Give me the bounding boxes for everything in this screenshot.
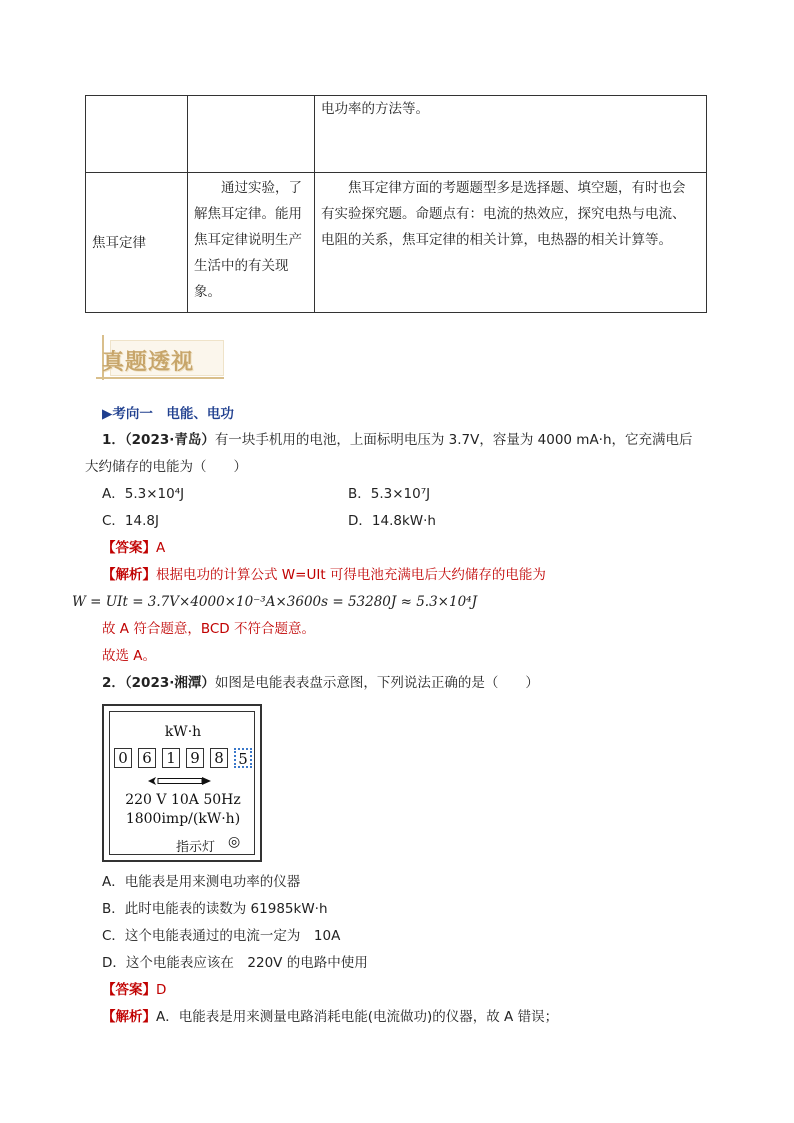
requirements-table [85, 95, 707, 313]
option-c: C．这个电能表通过的电流一定为 10A [102, 928, 341, 944]
cell-line: 有实验探究题。命题点有：电流的热效应，探究电热与电流、 [321, 206, 686, 222]
cell-line: 生活中的有关现 [194, 258, 289, 274]
option-d: D．这个电能表应该在 220V 的电路中使用 [102, 955, 368, 971]
meter-digit: 0 [114, 748, 132, 768]
table-row [86, 96, 707, 173]
answer-label: 【答案】 [102, 982, 156, 998]
section-title: 真题透视 [102, 349, 195, 375]
direction-heading: ▶考向一 电能、电功 [102, 406, 234, 422]
question-text: 如图是电能表表盘示意图，下列说法正确的是（ ） [214, 675, 539, 691]
option-a: A．电能表是用来测电功率的仪器 [102, 874, 301, 890]
question-source: （2023·青岛） [124, 432, 215, 448]
table-cell [315, 96, 707, 173]
table-cell-topic [86, 173, 188, 313]
rotation-arrow-icon [148, 776, 212, 786]
question-number: 1． [102, 432, 125, 448]
analysis-line [102, 565, 546, 585]
cell-line: 通过实验，了 [221, 180, 302, 196]
table-cell [188, 96, 315, 173]
table-row [86, 173, 707, 313]
table-cell-analysis [315, 173, 707, 313]
section-title-underline [96, 377, 224, 379]
meter-digit: 6 [138, 748, 156, 768]
meter-spec-voltage: 220 V 10A 50Hz [125, 792, 241, 808]
table-cell-requirement [188, 173, 315, 313]
indicator-label: 指示灯 [176, 840, 216, 855]
answer-line [102, 538, 165, 558]
question-number: 2． [102, 675, 125, 691]
question-2-line-1 [102, 673, 539, 693]
option-c: C．14.8J [102, 513, 159, 529]
option-b: B．5.3×10⁷J [348, 486, 431, 502]
cell-line: 解焦耳定律。能用 [194, 206, 302, 222]
analysis-text: A．电能表是用来测量电路消耗电能(电流做功)的仪器，故 A 错误； [156, 1009, 559, 1025]
option-b: B．此时电能表的读数为 61985kW·h [102, 901, 328, 917]
question-text: 有一块手机用的电池，上面标明电压为 3.7V，容量为 4000 mA·h，它充满电后 [214, 432, 693, 448]
answer-value: D [156, 982, 167, 998]
cell-line: 电阻的关系，焦耳定律的相关计算，电热器的相关计算等。 [321, 232, 672, 248]
meter-digit: 8 [210, 748, 228, 768]
analysis-text: 根据电功的计算公式 W=UIt 可得电池充满电后大约储存的电能为 [156, 567, 546, 583]
answer-line [102, 980, 166, 1000]
final-choice: 故选 A。 [102, 648, 157, 664]
energy-meter-figure [102, 704, 262, 862]
meter-unit: kW·h [164, 724, 202, 740]
option-d: D．14.8kW·h [348, 513, 436, 529]
cell-line: 焦耳定律方面的考题题型多是选择题、填空题，有时也会 [348, 180, 686, 196]
meter-digit: 1 [162, 748, 180, 768]
analysis-line [102, 1007, 558, 1027]
meter-digit-decimal: 5 [234, 748, 252, 768]
cell-text: 电功率的方法等。 [321, 101, 429, 117]
meter-digit: 9 [186, 748, 204, 768]
option-a: A．5.3×10⁴J [102, 486, 185, 502]
meter-spec-imp: 1800imp/(kW·h) [125, 811, 241, 827]
cell-line: 象。 [194, 284, 221, 300]
analysis-label: 【解析】 [102, 567, 156, 583]
indicator-light-icon: ◎ [228, 834, 241, 850]
question-1-line-1 [102, 430, 693, 450]
meter-panel [109, 711, 255, 855]
topic-label: 焦耳定律 [92, 234, 146, 251]
analysis-label: 【解析】 [102, 1009, 156, 1025]
question-1-line-2: 大约储存的电能为（ ） [85, 459, 247, 475]
question-source: （2023·湘潭） [124, 675, 215, 691]
cell-line: 焦耳定律说明生产 [194, 232, 302, 248]
conclusion: 故 A 符合题意，BCD 不符合题意。 [102, 621, 315, 637]
answer-label: 【答案】 [102, 540, 156, 556]
answer-value: A [156, 540, 166, 556]
formula: W = UIt = 3.7V×4000×10⁻³A×3600s = 53280J ≈ 5.3×10⁴J [72, 594, 477, 610]
table-cell [86, 96, 188, 173]
